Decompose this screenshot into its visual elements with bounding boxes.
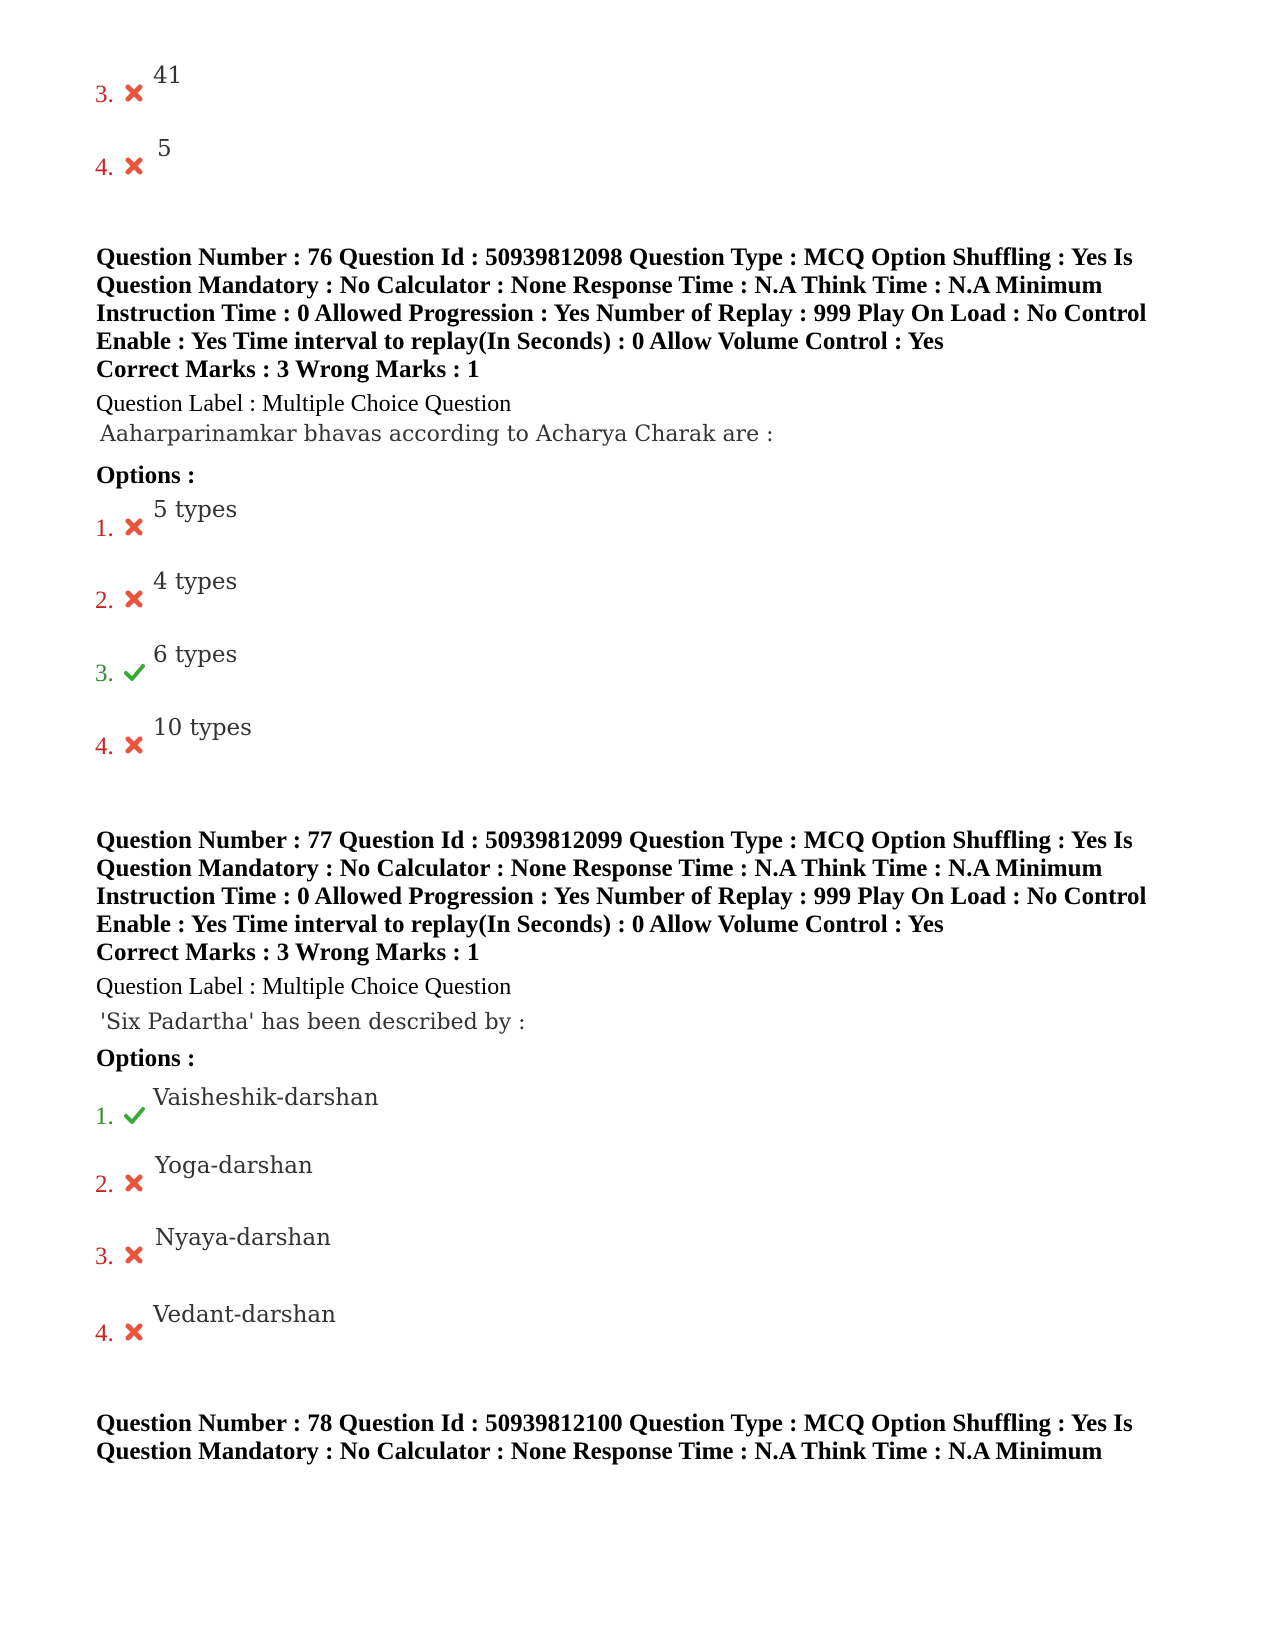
option-number: 2. [95,587,114,614]
question-76-option-4 [95,715,695,759]
option-number: 3. [95,660,114,687]
option-prev-3 [95,63,695,107]
option-number: 1. [95,515,114,542]
cross-icon [123,734,145,756]
question-77-option-1 [95,1085,695,1129]
option-text: Vedant-darshan [153,1302,336,1328]
option-text: 5 types [153,497,238,523]
cross-icon [123,1172,145,1194]
option-text: 5 [157,136,172,162]
option-number: 2. [95,1171,114,1198]
option-text: 41 [153,63,183,89]
check-icon [123,1104,145,1126]
option-number: 4. [95,154,114,181]
option-text: 6 types [153,642,238,668]
question-77-option-2 [95,1153,695,1197]
option-text: Vaisheshik-darshan [153,1085,379,1111]
option-number: 1. [95,1103,114,1130]
question-76-meta: Question Number : 76 Question Id : 50939812098 Question Type : MCQ Option Shuffling : Yes Is Question Mandatory : No Calculator : None Response Time : N.A Think Time : N.A Minimum Instruction Time : 0 Allowed Progression : Yes Number of Replay : 999 Play On Load : No Control Enable : Yes Time interval to replay(In Seconds) : 0 Allow Volume Control : Yes [96,244,1147,355]
question-76-text: Aaharparinamkar bhavas according to Acharya Charak are : [100,422,774,447]
cross-icon [123,1244,145,1266]
option-text: 4 types [153,569,238,595]
question-77-text: 'Six Padartha' has been described by : [100,1010,526,1035]
check-icon [123,661,145,683]
question-77-option-4 [95,1302,695,1346]
cross-icon [123,1321,145,1343]
question-77-marks: Correct Marks : 3 Wrong Marks : 1 [96,939,480,966]
question-76-option-2 [95,569,695,613]
cross-icon [123,588,145,610]
question-76-options-heading: Options : [96,462,196,489]
option-text: Yoga-darshan [155,1153,313,1179]
question-76-label: Question Label : Multiple Choice Question [96,391,512,417]
option-text: Nyaya-darshan [155,1225,331,1251]
question-76-option-1 [95,497,695,541]
option-number: 4. [95,733,114,760]
question-77-label: Question Label : Multiple Choice Question [96,974,512,1000]
question-76-marks: Correct Marks : 3 Wrong Marks : 1 [96,356,480,383]
option-text: 10 types [153,715,252,741]
question-77-meta: Question Number : 77 Question Id : 50939812099 Question Type : MCQ Option Shuffling : Yes Is Question Mandatory : No Calculator : None Response Time : N.A Think Time : N.A Minimum Instruction Time : 0 Allowed Progression : Yes Number of Replay : 999 Play On Load : No Control Enable : Yes Time interval to replay(In Seconds) : 0 Allow Volume Control : Yes [96,827,1147,938]
question-77-option-3 [95,1225,695,1269]
option-number: 3. [95,1243,114,1270]
question-77-options-heading: Options : [96,1045,196,1072]
cross-icon [123,82,145,104]
option-prev-4 [95,136,695,180]
option-number: 3. [95,81,114,108]
question-78-meta: Question Number : 78 Question Id : 50939812100 Question Type : MCQ Option Shuffling : Yes Is Question Mandatory : No Calculator : None Response Time : N.A Think Time : N.A Minimum [96,1410,1133,1465]
cross-icon [123,516,145,538]
cross-icon [123,155,145,177]
question-76-option-3 [95,642,695,686]
option-number: 4. [95,1320,114,1347]
